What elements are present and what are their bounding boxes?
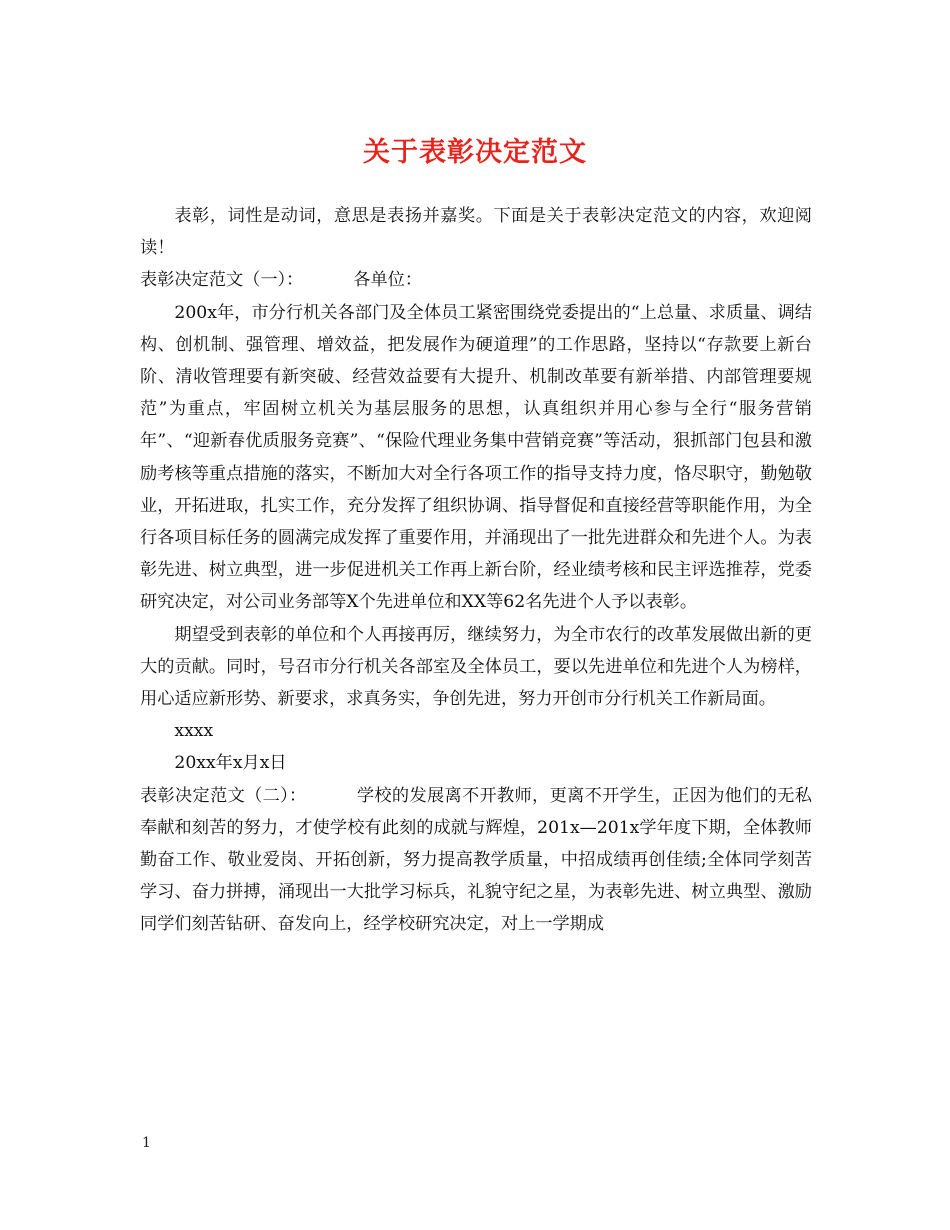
intro-paragraph: 表彰，词性是动词，意思是表扬并嘉奖。下面是关于表彰决定范文的内容，欢迎阅读！ [140,206,812,259]
section1-heading: 表彰决定范文（一）： [140,270,304,291]
section1-date: 20xx年x月x日 [174,753,287,774]
section1-salutation: 各单位： [353,270,423,291]
section2-heading: 表彰决定范文（二）： [140,785,307,806]
section2-paragraph-text: 学校的发展离不开教师，更离不开学生，正因为他们的无私奉献和刻苦的努力，才使学校有此刻的成就与辉煌，201x—201x学年度下期，全体教师勤奋工作、敬业爱岗、开拓创新，努力提高教学质量，中招成绩再创佳绩;全体同学刻苦学习、奋力拼搏，涌现出一大批学习标兵，礼貌守纪之星，为表彰先进、树立典型、激励同学们刻苦钻研、奋发向上，经学校研究决定，对上一学期成 [140,785,812,935]
document-title: 关于表彰决定范文 [363,137,587,168]
section1-paragraph-1: 200x年，市分行机关各部门及全体员工紧密围绕党委提出的“上总量、求质量、调结构、创机制、强管理、增效益，把发展作为硬道理”的工作思路，坚持以“存款要上新台阶、清收管理要有新突破、经营效益要有大提升、机制改革要有新举措、内部管理要规范”为重点，牢固树立机关为基层服务的思想，认真组织并用心参与全行“服务营销年”、“迎新春优质服务竞赛”、“保险代理业务集中营销竞赛”等活动，狠抓部门包县和激励考核等重点措施的落实，不断加大对全行各项工作的指导支持力度，恪尽职守，勤勉敬业，开拓进取，扎实工作，充分发挥了组织协调、指导督促和直接经营等职能作用，为全行各项目标任务的圆满完成发挥了重要作用，并涌现出了一批先进群众和先进个人。为表彰先进、树立典型，进一步促进机关工作再上新台阶，经业绩考核和民主评选推荐，党委研究决定，对公司业务部等X个先进单位和XX等62名先进个人予以表彰。 [140,302,812,613]
document-body [140,200,812,941]
section1-paragraph-2: 期望受到表彰的单位和个人再接再厉，继续努力，为全市农行的改革发展做出新的更大的贡献。同时，号召市分行机关各部室及全体员工，要以先进单位和先进个人为榜样，用心适应新形势、新要求，求真务实，争创先进，努力开创市分行机关工作新局面。 [140,624,812,710]
page-number: 1 [142,1135,151,1151]
section1-heading-line [140,264,812,296]
section1-signature: xxxx [174,721,214,742]
section2-paragraph [140,780,812,941]
